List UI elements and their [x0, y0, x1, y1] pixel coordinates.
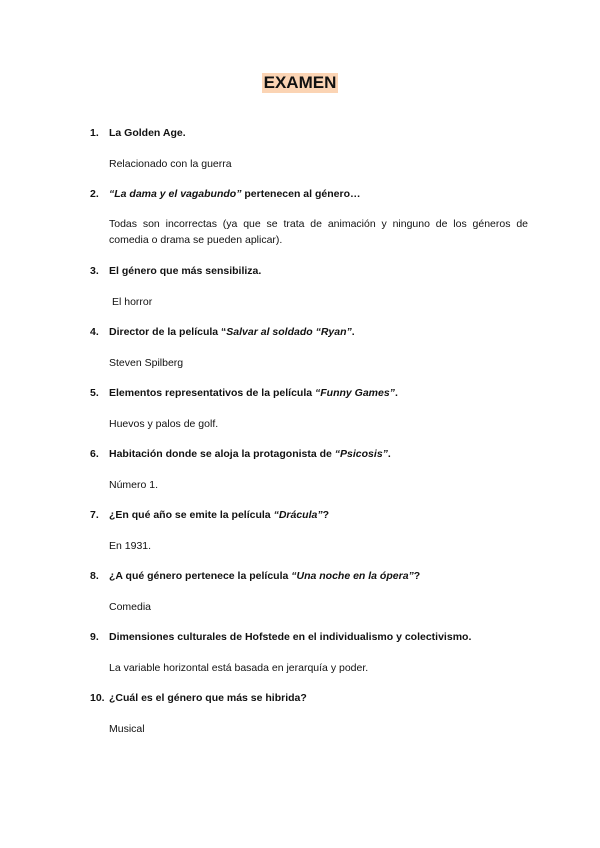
question [90, 386, 398, 400]
question [90, 630, 471, 644]
question-title-italic: “La dama y el vagabundo” [109, 188, 242, 200]
question-text: ¿Cuál es el género que más se hibrida? [109, 692, 307, 704]
question-text: ¿En qué año se emite la película [109, 509, 274, 521]
question-title-italic: Salvar al soldado “Ryan” [226, 326, 352, 338]
question-number: 8. [90, 570, 99, 582]
question-punct: . [387, 448, 391, 460]
answer: Musical [109, 723, 145, 735]
question-title-italic: “Funny Games” [315, 387, 395, 399]
question [90, 691, 307, 705]
question [90, 508, 329, 522]
question-text: pertenecen al género… [241, 188, 361, 200]
answer: El horror [112, 296, 153, 308]
question [90, 264, 261, 278]
answer: Steven Spilberg [109, 357, 184, 369]
answer: En 1931. [109, 540, 152, 552]
answer: La variable horizontal está basada en jerarquía y poder. [109, 662, 369, 674]
question [90, 447, 391, 461]
question-text: La Golden Age. [109, 127, 186, 139]
question-number: 7. [90, 509, 99, 521]
question-text: Habitación donde se aloja la protagonista de [109, 448, 335, 460]
question-number: 6. [90, 448, 99, 460]
question-number: 1. [90, 127, 99, 139]
question-title-italic: “Drácula” [273, 509, 323, 521]
question-number: 2. [90, 188, 99, 200]
question-punct: . [351, 326, 355, 338]
question-title-italic: “Una noche en la ópera” [291, 570, 414, 582]
question [90, 187, 361, 201]
question-punct: ? [322, 509, 330, 521]
question [90, 569, 420, 583]
question-punct: . [394, 387, 398, 399]
question-text: Elementos representativos de la película [109, 387, 315, 399]
page-title: EXAMEN [263, 73, 337, 92]
question-number: 5. [90, 387, 99, 399]
question-text: Dimensiones culturales de Hofstede en el individualismo y colectivismo. [109, 631, 472, 643]
answer: Número 1. [109, 479, 159, 491]
question-number: 10. [90, 692, 105, 704]
question-text: El género que más sensibiliza. [109, 265, 262, 277]
question-title-italic: “Psicosis” [334, 448, 388, 460]
answer: Comedia [109, 601, 152, 613]
question-text: ¿A qué género pertenece la película [109, 570, 292, 582]
question-number: 9. [90, 631, 99, 643]
answer: Todas son incorrectas (ya que se trata de animación y ninguno de los géneros de comedia o drama se pueden aplicar). [109, 218, 528, 246]
question-punct: ? [413, 570, 421, 582]
question-text: Director de la película “ [109, 326, 227, 338]
answer: Relacionado con la guerra [109, 158, 232, 170]
answer: Huevos y palos de golf. [109, 418, 219, 430]
question [90, 126, 186, 140]
question-number: 4. [90, 326, 99, 338]
title-container [0, 73, 600, 93]
question-number: 3. [90, 265, 99, 277]
question [90, 325, 355, 339]
